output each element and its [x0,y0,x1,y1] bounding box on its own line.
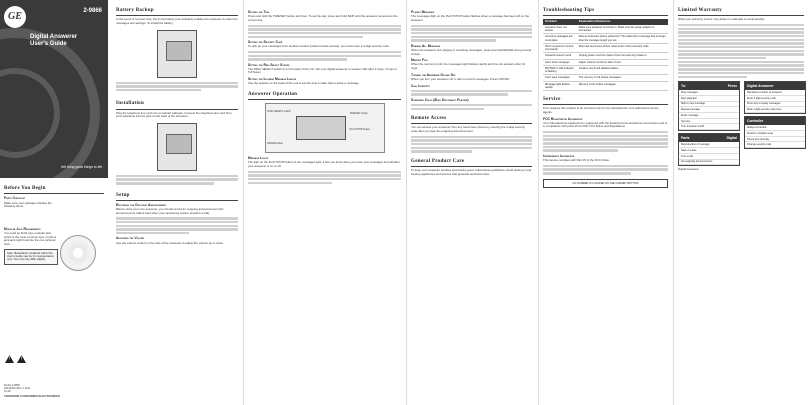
text-lines [678,24,804,78]
cover-header [0,0,108,178]
problem-cell: BATTERY LOW indicator is flashing [543,65,577,74]
card-row: Stop playback [679,96,739,102]
card-row: Set time [679,119,739,125]
paragraph: When the answerer isn't playing or recording messages, press and hold ERASE until you hear a beep. [411,47,532,56]
battery-compartment-image [157,30,197,78]
footer-date: 01-09 [4,390,11,394]
sub-heading: Interference Information [543,153,575,158]
card-row: Play messages [679,90,739,96]
section-heading: Service [543,97,668,105]
text-lines [248,25,401,38]
paragraph: FCC requires this product to be serviced only by the manufacturer or its authorized service agents. [543,106,659,114]
warning-icon: ! [5,355,14,363]
text-lines [411,104,532,110]
table-row [543,65,668,74]
problem-cell: Won't respond to remote commands [543,43,577,52]
section-heading: Troubleshooting Tips [543,8,668,16]
quick-card-left-2 [678,133,740,166]
paragraph: In the event of a power loss, the 9-volt battery (not included) enables the answerer to retain the messages and settings. To install the battery: [116,17,238,25]
solution-cell: Was an extension phone picked up? The caller left a message that is longer than the message length you set. [577,34,668,43]
solution-cell: Memory is full. Erase messages. [577,81,668,90]
paragraph: Press and hold the TIME/SET button and then: To set the day, press and hold SKIP until the answerer announces the correct day. [248,14,398,22]
section-heading: Setup [116,193,238,201]
answerer-unit-image [296,116,346,140]
note-box: Note: Illustrations contained within this User's Guide may be for representation only. Your unit may differ slightly. [4,249,58,265]
answerer-diagram [265,103,385,153]
card-row: Save or erase [679,148,739,154]
table-header: Explanation/Solutions [577,19,668,25]
problem-cell: Incoming messages are incomplete [543,34,577,43]
solution-cell: Must use touch-tone phone. Must enter correct security code. [577,43,668,52]
card-row: Dial phone number of answerer [745,90,805,96]
solution-cell: The memory is full. Erase messages. [577,75,668,81]
table-row [543,43,668,52]
text-lines [116,175,238,185]
column-warranty [673,0,808,405]
guide-title [30,34,77,48]
sub-heading: Memory Full [411,58,428,63]
card-row: Check time and day [745,137,805,143]
table-row [543,81,668,90]
diagram-label: TIME/SET button [349,112,368,116]
card-row: Turn answerer on/off [679,124,739,130]
sub-heading: Setting the Security Code [248,39,283,44]
paragraph: Your GE telephone equipment is registered with the Federal Communications Commission and is in compliance with parts 15 and 68, FCC Rules and Regulations. [543,120,668,129]
sub-heading: Setting the Time [248,10,270,14]
card-row: Turn on/off [679,154,739,160]
card-row: Set outgoing announcement [679,160,739,166]
table-row [543,34,668,43]
sub-heading: Modular Jack Requirements [4,226,41,231]
quick-card-right [744,81,806,114]
diagram-label: RING SELECT switch [267,110,291,114]
sub-heading: Recording the Outgoing Announcement [116,202,167,207]
warning-icon: ! [17,355,26,363]
sub-heading: Turning the Answerer On and Off [411,72,456,77]
guide-title-line1: Digital Answerer [30,34,78,40]
paragraph: Make sure your package includes the following items: [4,200,52,209]
text-lines [543,165,668,175]
card-header: To: Press [679,82,739,90]
guide-title-line2: User's Guide [30,41,67,48]
sub-heading: Setting the Ring Select System [248,62,290,67]
paragraph: To keep your answerer working and looking good, follow these guidelines: Avoid putting it near heating appliances and devices that generate electrical noise. [411,168,532,176]
section-heading: Limited Warranty [678,8,804,16]
sub-heading: FCC Registration Information [543,116,583,121]
card-header: Controller [745,117,805,125]
paragraph: Use the volume control on the side of the answerer to adjust the volume up or down. [116,240,224,245]
text-lines [116,82,238,92]
paragraph: Before using your new answerer, you should record an outgoing announcement (the announcement callers hear when your answering system answers a call). [116,207,224,215]
paragraph: The RING SELECT switch is on the back of the unit. Set your digital answerer to answer calls after 2 rings, 4 rings or Toll Saver. [248,66,398,75]
paragraph: Use the selector on the back of the unit to set the time a caller has to leave a message. [248,81,360,86]
sub-heading: Setting the Incoming Message Length [248,77,297,82]
text-lines [411,136,532,153]
card-row: Write 3-digit security code here [745,107,805,113]
section-heading: Installation [116,101,238,109]
text-lines [248,171,401,184]
quick-card-right-2 [744,116,806,149]
paragraph: To pick up your messages from another location (called remote access), you must enter a 3-digit security code. [248,44,390,49]
card-row: Perform complete reset [745,131,805,137]
sub-heading: Message Lights [248,156,269,161]
paragraph: This device complies with Part 15 of the FCC Rules. [543,158,610,163]
text-lines [411,25,532,42]
paragraph: You can access your answerer from any touch-tone phone by entering the 3-digit security code after you hear the outgoing announcement. [411,125,525,134]
paragraph: When you turn your answerer off, it will not record messages. Press ON/OFF. [411,76,510,81]
section-heading: Before You Begin [4,186,104,194]
card-title: Digital Answerer [678,167,699,172]
text-lines [248,51,401,61]
sub-heading: Erasing All Messages [411,43,441,48]
sub-heading: Call Intercept [411,83,430,88]
card-row: Repeat message [679,107,739,113]
sub-heading: Adjusting the Volume [116,236,144,241]
sub-heading: Screening Calls (Busy Disconnect Feature) [411,97,469,102]
column-operation [243,0,405,405]
text-lines [116,217,238,234]
sub-heading: Parts Checklist [4,196,26,201]
sub-heading: Playing Messages [411,10,435,14]
section-heading: General Product Care [411,159,532,167]
footer-code: 00019426 (Rev. 1 E/S) [4,386,31,390]
tagline: We bring good things to life. [61,165,103,169]
footer-model: Model 2-9866 [4,383,20,387]
problem-cell: Can't hear messages [543,59,577,65]
paragraph: You need an RJ11 type modular jack, which is the most common type of phone jack and might look like the one pictured here. [4,231,57,246]
diagram-label: PLAY/STOP button [349,128,370,132]
paragraph: The light on the PLAY/STOP button is the messages light. It lets you know when you have new messages and whether your answerer is on or off. [248,160,400,169]
cover-footer [4,384,104,399]
column-messages [406,0,536,405]
quick-card-left [678,81,740,131]
card-row: Reproduction of message [679,142,739,148]
ge-logo-icon: GE [4,6,26,28]
paragraph: Plug the telephone line cord into a modular wall jack. Connect the telephone line cord from your telephone into the jack on the back of the answerer. [116,110,232,119]
card-row: Always at random [745,125,805,131]
card-row: Change security code [745,142,805,148]
text-lines [411,90,532,96]
card-row: Enter 3-digit security code [745,96,805,102]
section-heading: Answerer Operation [248,92,401,100]
warning-icons [5,355,26,363]
problem-cell: Answerer doesn't work [543,53,577,59]
column-setup [112,0,242,405]
problem-cell: Message light flashes rapidly [543,81,577,90]
paragraph: The messages light on the PLAY/STOP button flashes when a message has been left on the answerer. [411,14,530,22]
card-row: Skip to next message [679,102,739,108]
paragraph: What your warranty covers: Any defect in materials or workmanship. [678,17,766,22]
troubleshooting-table [543,19,668,91]
card-header: Parts Digital [679,134,739,142]
card-row: Press key to replay messages [745,102,805,108]
manufacturer-name: THOMSON CONSUMER ELECTRONICS [4,394,61,399]
table-header: Problem [543,19,577,25]
quick-reference-cards [678,81,804,166]
table-row [543,25,668,34]
column-troubleshooting [538,0,672,405]
paragraph: When the memory is full, the messages light flashes rapidly and the unit answers after 10 rings. [411,62,526,71]
text-lines [543,131,668,152]
problem-cell: Answerer does not answer [543,25,577,34]
card-header: Digital Answerer [745,82,805,90]
solution-cell: Adjust volume control on side of unit. [577,59,668,65]
notice-box: NO NUMBER IS LOCATED ON THE CABINET BOTTOM [543,179,668,188]
section-heading: Battery Backup [116,8,238,16]
solution-cell: Make sure answerer is turned on. Make sure AC power adaptor is connected. [577,25,668,34]
diagram-label: ERASE button [267,142,283,146]
solution-cell: Install a new 9-volt alkaline battery. [577,65,668,74]
card-row: Erase message [679,113,739,119]
cover-panel [0,0,108,405]
problem-cell: Can't save messages [543,75,577,81]
model-number: 2-9866 [83,8,102,14]
installation-diagram [157,123,197,171]
solution-cell: Unplug power cord from back of the unit and plug it back in. [577,53,668,59]
product-disc-image [60,235,96,271]
section-heading: Remote Access [411,116,532,124]
